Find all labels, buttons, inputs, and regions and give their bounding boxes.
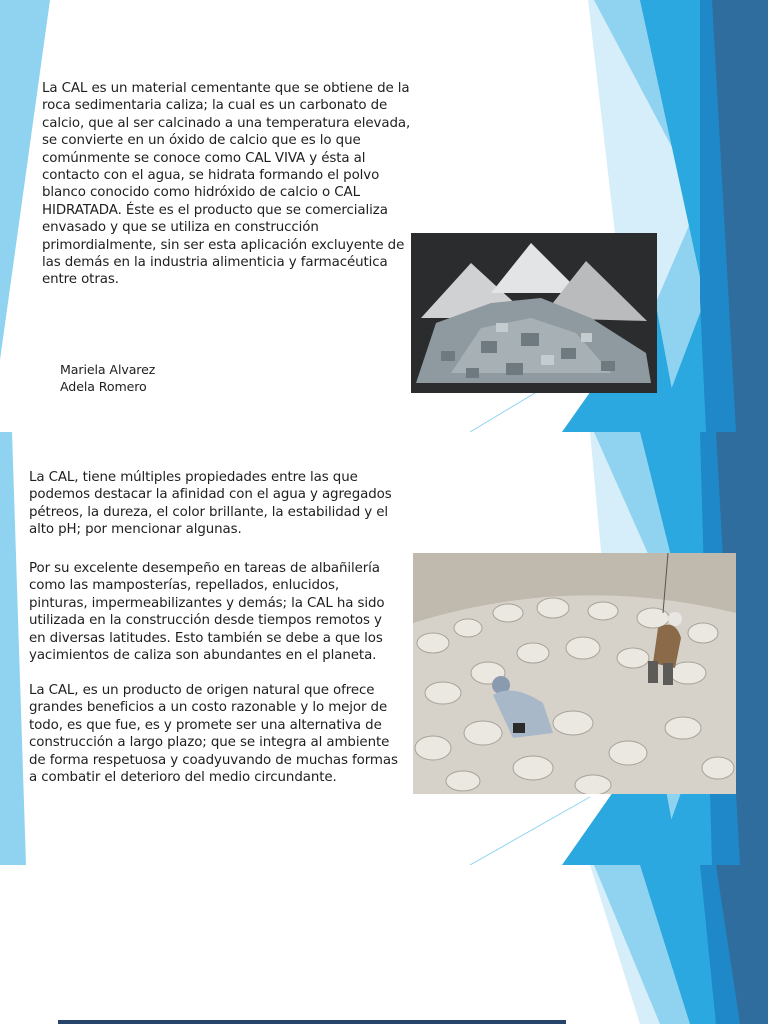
author-name: Adela Romero [60,379,147,394]
benefits-paragraph: La CAL, es un producto de origen natural que ofrece grandes beneficios a un costo razonable y lo mejor de todo, es que fue, es y promete ser una alternativa de construcción a largo plazo; que se integra al ambiente de forma respetuosa y coadyuvando de muchas formas a combatir el deterioro del medio circundante. [29,683,398,786]
lime-piles-photo [411,233,657,393]
limestone-workers-photo [413,553,736,794]
slide-3 [0,865,768,1024]
author-name: Mariela Alvarez [60,362,156,377]
slide-1 [0,0,768,432]
slide-2 [0,432,768,865]
properties-paragraph: La CAL, tiene múltiples propiedades entre las que podemos destacar la afinidad con el agua y agregados pétreos, la dureza, el color brillante, la estabilidad y el alto pH; por mencionar algunas. [29,470,392,538]
slide-3-decoration [0,865,768,1024]
slide-3-image-edge [58,1020,566,1024]
left-light-band [0,432,26,865]
slide-1-paragraph: La CAL es un material cementante que se obtiene de la roca sedimentaria caliza; la cual es un carbonato de calcio, que al ser calcinado a una temperatura elevada, se convierte en un óxido de calcio que es lo que comúnmente se conoce como CAL VIVA y ésta al contacto con el agua, se hidrata formando el polvo blanco conocido como hidróxido de calcio o CAL HIDRATADA. Éste es el producto que se comercializa envasado y que se utiliza en construcción primordialmente, sin ser esta aplicación excluyente de las demás en la industria alimenticia y farmacéutica entre otras. [42,81,411,288]
authors [60,361,155,395]
masonry-paragraph: Por su excelente desempeño en tareas de albañilería como las mamposterías, repellados, enlucidos, pinturas, impermeabilizantes y demás; la CAL ha sido utilizada en la construcción desde tiempos remotos y en diversas latitudes. Esto también se debe a que los yacimientos de caliza son abundantes en el planeta. [29,561,385,664]
